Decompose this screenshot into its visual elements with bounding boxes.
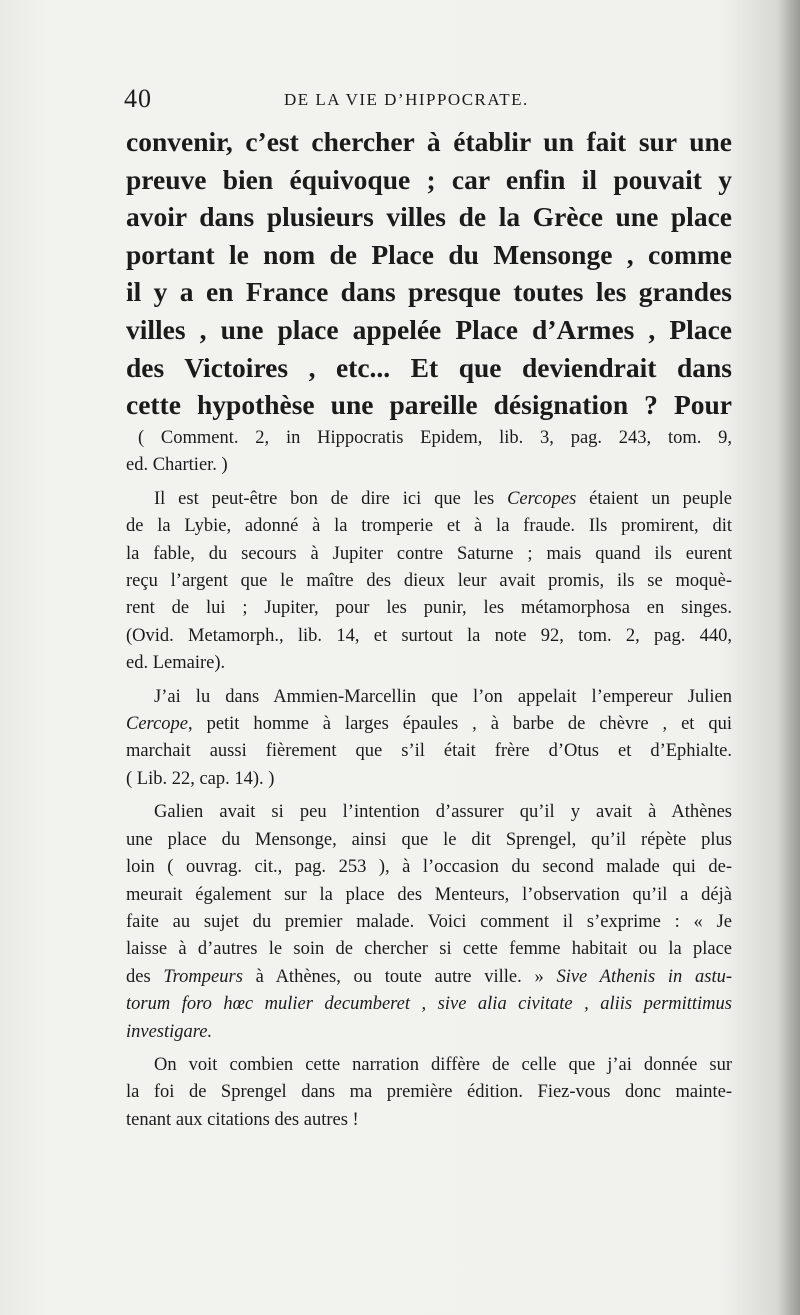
note-line: loin ( ouvrag. cit., pag. 253 ), à l’occasion du second malade qui de- bbox=[126, 857, 732, 878]
page-number: 40 bbox=[124, 84, 152, 113]
footnote-ammien bbox=[126, 684, 732, 794]
note-line: ed. Chartier. ) bbox=[126, 455, 228, 476]
main-line: villes , une place appelée Place d’Armes , Place bbox=[126, 313, 732, 345]
note-line: la fable, du secours à Jupiter contre Saturne ; mais quand ils eurent bbox=[126, 543, 732, 564]
note-line: ( Lib. 22, cap. 14). ) bbox=[126, 768, 275, 789]
main-line: des Victoires , etc... Et que deviendrait dans bbox=[126, 351, 732, 383]
note-line: reçu l’argent que le maître des dieux leur avait promis, ils se moquè- bbox=[126, 571, 732, 592]
main-line: convenir, c’est chercher à établir un fait sur une bbox=[126, 126, 732, 157]
note-line: Cercope, petit homme à larges épaules , à barbe de chèvre , et qui bbox=[126, 714, 732, 735]
note-line: marchait aussi fièrement que s’il était frère d’Otus et d’Ephialte. bbox=[126, 741, 732, 762]
page-header bbox=[124, 84, 734, 118]
footnote-cercopes bbox=[126, 486, 732, 678]
main-line: il y a en France dans presque toutes les grandes bbox=[126, 276, 732, 308]
note-line: torum foro hœc mulier decumberet , sive alia civitate , aliis permittimus bbox=[126, 994, 732, 1015]
note-line: ( Comment. 2, in Hippocratis Epidem, lib. 3, pag. 243, tom. 9, bbox=[138, 428, 732, 448]
footnote-galien bbox=[126, 799, 732, 1046]
note-line: J’ai lu dans Ammien-Marcellin que l’on appelait l’empereur Julien bbox=[154, 686, 732, 707]
main-line: cette hypothèse une pareille désignation ? Pour bbox=[126, 389, 732, 421]
running-head: DE LA VIE D’HIPPOCRATE. bbox=[284, 90, 529, 109]
note-line: des Trompeurs à Athènes, ou toute autre ville. » Sive Athenis in astu- bbox=[126, 966, 732, 987]
note-line: faite au sujet du premier malade. Voici comment il s’exprime : « Je bbox=[126, 911, 732, 932]
note-line: tenant aux citations des autres ! bbox=[126, 1109, 359, 1130]
note-line: la foi de Sprengel dans ma première édition. Fiez-vous donc mainte- bbox=[126, 1082, 732, 1103]
note-line: laisse à d’autres le soin de chercher si cette femme habitait ou la place bbox=[126, 939, 732, 960]
note-line: ed. Lemaire). bbox=[126, 653, 226, 674]
footnotes-block bbox=[126, 425, 732, 1140]
note-line: (Ovid. Metamorph., lib. 14, et surtout la note 92, tom. 2, pag. 440, bbox=[126, 625, 732, 646]
note-line: Il est peut-être bon de dire ici que les Cercopes étaient un peuple bbox=[154, 488, 732, 509]
page-edge-shadow bbox=[778, 0, 800, 1315]
main-line: avoir dans plusieurs villes de la Grèce une place bbox=[126, 201, 732, 233]
note-line: On voit combien cette narration diffère de celle que j’ai donnée sur bbox=[154, 1054, 732, 1075]
note-line: de la Lybie, adonné à la tromperie et à la fraude. Ils promirent, dit bbox=[126, 516, 732, 537]
note-line: investigare. bbox=[126, 1021, 213, 1042]
note-line: meurait également sur la place des Menteurs, l’observation qu’il a déjà bbox=[126, 884, 732, 905]
note-line: une place du Mensonge, ainsi que le dit Sprengel, qu’il répète plus bbox=[126, 829, 732, 850]
footnote-conclusion bbox=[126, 1052, 732, 1134]
note-line: Galien avait si peu l’intention d’assurer qu’il y avait à Athènes bbox=[154, 802, 732, 823]
main-line: preuve bien équivoque ; car enfin il pouvait y bbox=[126, 163, 732, 195]
main-line: portant le nom de Place du Mensonge , comme bbox=[126, 238, 732, 270]
main-text-block bbox=[126, 123, 732, 424]
footnote-citation bbox=[126, 425, 732, 480]
note-line: rent de lui ; Jupiter, pour les punir, les métamorphosa en singes. bbox=[126, 598, 732, 619]
